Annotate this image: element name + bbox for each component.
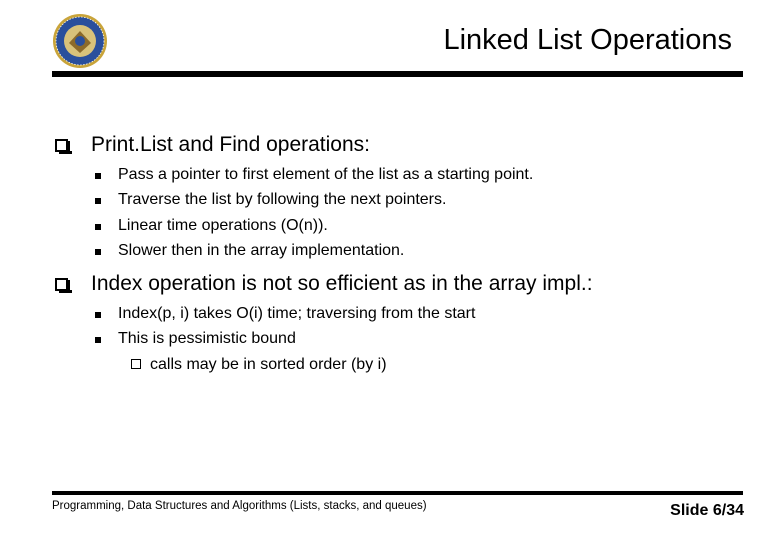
- square-bullet-icon: [95, 312, 101, 318]
- sub-bullet-1-3: Linear time operations (O(n)).: [118, 217, 328, 234]
- sub-sub-bullet-2-2-1: calls may be in sorted order (by i): [150, 356, 387, 373]
- square-bullet-icon: [95, 249, 101, 255]
- sub-bullet-2-1: Index(p, i) takes O(i) time; traversing from the start: [118, 305, 476, 322]
- footer-divider: [52, 491, 743, 495]
- slide-number: Slide 6/34: [670, 502, 744, 519]
- bullet-heading-2: Index operation is not so efficient as in the array impl.:: [91, 272, 593, 295]
- checkbox-bullet-icon: [55, 139, 68, 152]
- sub-bullet-1-4: Slower then in the array implementation.: [118, 242, 405, 259]
- header-divider: [52, 71, 743, 77]
- university-seal-logo: [52, 13, 108, 69]
- footer-course-text: Programming, Data Structures and Algorithms (Lists, stacks, and queues): [52, 500, 427, 512]
- sub-bullet-1-2: Traverse the list by following the next pointers.: [118, 191, 447, 208]
- square-bullet-icon: [95, 224, 101, 230]
- checkbox-bullet-icon: [55, 278, 68, 291]
- sub-bullet-2-2: This is pessimistic bound: [118, 330, 296, 347]
- slide-title: Linked List Operations: [443, 24, 732, 56]
- square-bullet-icon: [95, 173, 101, 179]
- square-bullet-icon: [95, 198, 101, 204]
- square-bullet-icon: [95, 337, 101, 343]
- hollow-square-bullet-icon: [131, 359, 141, 369]
- bullet-heading-1: Print.List and Find operations:: [91, 133, 370, 156]
- sub-bullet-1-1: Pass a pointer to first element of the list as a starting point.: [118, 166, 534, 183]
